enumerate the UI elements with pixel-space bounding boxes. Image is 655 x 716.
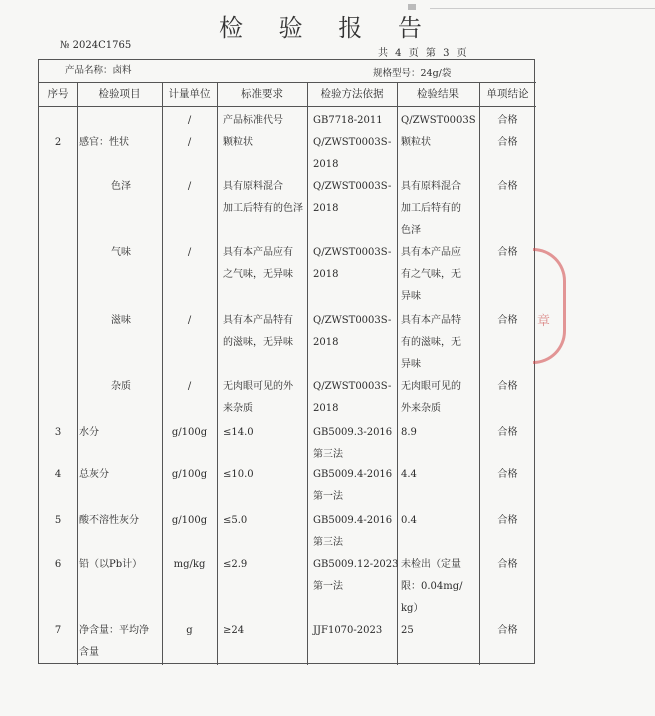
header-cell: 检验结果 [417,88,459,100]
unit-cell: / [187,181,192,192]
header-cell: 检验项目 [98,88,141,100]
item-name: 含量 [79,647,99,658]
method-text: 第一法 [313,491,343,502]
item-name: 气味 [111,247,131,258]
result-text: 无肉眼可见的 [401,381,461,392]
method-text: 2018 [313,203,339,214]
page-info: 共 4 页 第 3 页 [378,48,469,59]
result-text: 具有原料混合 [401,181,461,192]
conclusion-cell: 合格 [497,559,518,570]
row-number: 6 [54,559,62,570]
row-number: 4 [54,469,62,480]
method-text: Q/ZWST0003S- [313,181,392,192]
conclusion-cell: 合格 [497,381,518,392]
unit-cell: mg/kg [173,559,206,570]
method-text: JJF1070-2023 [313,625,383,636]
method-text: 第三法 [313,537,343,548]
result-text: 具有本产品应 [401,247,461,258]
requirement-text: 具有本产品特有 [223,315,293,326]
requirement-text: ≤14.0 [223,427,254,438]
method-text: GB5009.4-2016 [313,515,393,526]
requirement-text: 无肉眼可见的外 [223,381,293,392]
header-cell: 标准要求 [241,88,283,100]
conclusion-cell: 合格 [497,427,518,438]
result-text: 色泽 [401,225,421,236]
unit-cell: g/100g [171,427,208,438]
method-text: Q/ZWST0003S- [313,315,392,326]
unit-cell: / [187,137,192,148]
row-number: 2 [54,137,62,148]
requirement-text: 加工后特有的色泽 [223,203,303,214]
product-name: 产品名称：卤料 [65,65,132,76]
method-text: 第一法 [313,581,343,592]
method-text: GB7718-2011 [313,115,383,126]
method-text: Q/ZWST0003S- [313,381,392,392]
unit-cell: / [187,381,192,392]
method-text: Q/ZWST0003S- [313,247,392,258]
conclusion-cell: 合格 [497,137,518,148]
grid-vline [479,82,480,665]
result-text: 异味 [401,359,421,370]
method-text: GB5009.3-2016 [313,427,393,438]
requirement-text: 的滋味，无异味 [223,337,293,348]
requirement-text: 之气味，无异味 [223,269,293,280]
conclusion-cell: 合格 [497,181,518,192]
item-name: 色泽 [111,181,131,192]
item-name: 杂质 [111,381,131,392]
report-number: № 2024C1765 [60,40,132,51]
result-text: 0.4 [401,515,417,526]
header-cell: 计量单位 [168,88,211,100]
inspection-table [38,59,535,664]
item-name: 感官：性状 [79,137,129,148]
conclusion-cell: 合格 [497,515,518,526]
result-text: 外来杂质 [401,403,441,414]
grid-vline [162,82,163,665]
result-text: 限：0.04mg/ [401,581,463,592]
requirement-text: ≥24 [223,625,245,636]
requirement-text: ≤5.0 [223,515,248,526]
unit-cell: / [187,115,192,126]
conclusion-cell: 合格 [497,115,518,126]
result-text: 具有本产品特 [401,315,461,326]
spec-model: 规格型号：24g/袋 [373,68,452,79]
grid-vline [397,82,398,665]
method-text: 2018 [313,403,339,414]
item-name: 滋味 [111,315,131,326]
result-text: 有之气味，无 [401,269,461,280]
grid-vline [307,82,308,665]
conclusion-cell: 合格 [497,315,518,326]
row-number: 5 [54,515,62,526]
method-text: 2018 [313,337,339,348]
requirement-text: ≤10.0 [223,469,254,480]
method-text: GB5009.12-2023 [313,559,399,570]
result-text: 8.9 [401,427,417,438]
requirement-text: 来杂质 [223,403,253,414]
result-text: 异味 [401,291,421,302]
grid-hline [39,106,536,107]
report-title: 检 验 报 告 [219,14,436,42]
seal-text: 章 [537,314,551,329]
result-text: 25 [401,625,414,636]
result-text: kg） [401,603,424,614]
red-seal-stamp [533,248,566,364]
requirement-text: 颗粒状 [223,137,253,148]
item-name: 水分 [79,427,99,438]
row-number: 3 [54,427,62,438]
header-cell: 序号 [47,88,69,100]
result-text: Q/ZWST0003S [401,115,476,126]
method-text: 2018 [313,269,339,280]
requirement-text: ≤2.9 [223,559,248,570]
unit-cell: g/100g [171,515,208,526]
grid-vline [217,82,218,665]
unit-cell: / [187,315,192,326]
conclusion-cell: 合格 [497,625,518,636]
requirement-text: 产品标准代号 [223,115,283,126]
item-name: 酸不溶性灰分 [79,515,139,526]
unit-cell: g/100g [171,469,208,480]
header-cell: 检验方法依据 [320,88,384,100]
requirement-text: 具有原料混合 [223,181,283,192]
conclusion-cell: 合格 [497,469,518,480]
row-number: 7 [54,625,62,636]
result-text: 4.4 [401,469,417,480]
item-name: 总灰分 [79,469,109,480]
conclusion-cell: 合格 [497,247,518,258]
method-text: 2018 [313,159,339,170]
item-name: 净含量：平均净 [79,625,149,636]
item-name: 铅（以Pb计） [79,559,143,570]
requirement-text: 具有本产品应有 [223,247,293,258]
result-text: 颗粒状 [401,137,431,148]
method-text: Q/ZWST0003S- [313,137,392,148]
header-cell: 单项结论 [486,88,529,100]
result-text: 有的滋味，无 [401,337,461,348]
result-text: 未检出（定量 [401,559,461,570]
unit-cell: / [187,247,192,258]
method-text: GB5009.4-2016 [313,469,393,480]
grid-vline [77,82,78,665]
unit-cell: g [186,625,193,636]
method-text: 第三法 [313,449,343,460]
result-text: 加工后特有的 [401,203,461,214]
